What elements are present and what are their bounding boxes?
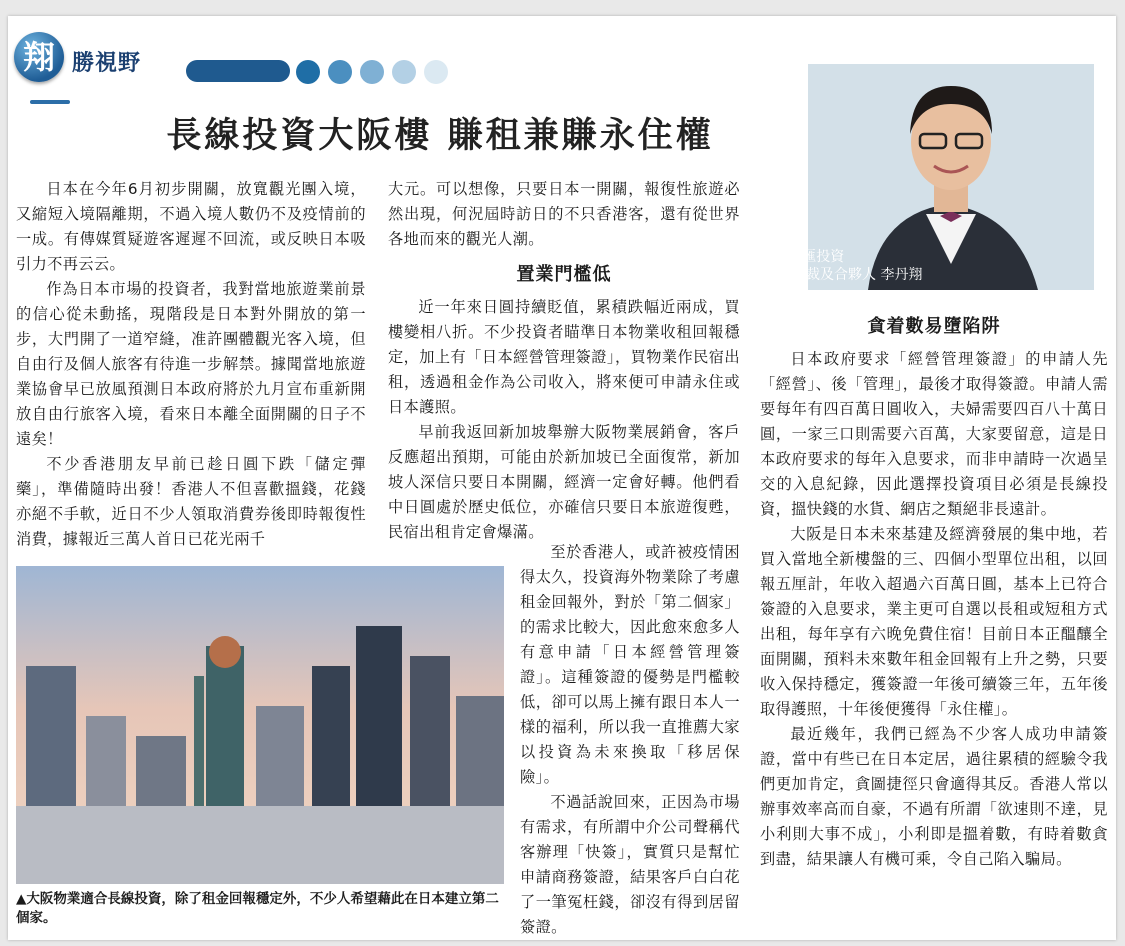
decor-dot	[424, 60, 448, 84]
decor-rule	[30, 100, 70, 104]
headline: 長線投資大阪樓 賺租兼賺永住權	[166, 116, 714, 156]
column-name: 勝視野	[72, 51, 142, 76]
paragraph: 作為日本市場的投資者，我對當地旅遊業前景的信心從未動搖，現階段是日本對外開放的第一步，大門開了一道窄縫，准許團體觀光客入境，但自由行及個人旅客有待進一步解禁。據聞當地旅遊業協會早已放風預測日本政府將於九月宣布重新開放自由行旅客入境，看來日本離全面開關的日子不遠矣！	[16, 280, 366, 448]
decor-bar	[186, 60, 290, 82]
decor-dot	[328, 60, 352, 84]
subheading-threshold: 置業門檻低	[516, 264, 612, 285]
paragraph: 近一年來日圓持續貶值，累積跌幅近兩成，買樓變相八折。不少投資者瞄準日本物業收租回報穩定，加上有「日本經營管理簽證」，買物業作民宿出租，透過租金作為公司收入，將來便可申請永住或日本護照。	[388, 298, 740, 416]
column-logo: 翔	[14, 32, 64, 82]
paragraph: 不過話說回來，正因為市場有需求，有所謂中介公司聲稱代客辦理「快簽」，實質只是幫忙申請商務簽證，結果客戶白白花了一筆冤枉錢，卻沒有得到居留簽證。	[520, 793, 740, 936]
paragraph: 不少香港朋友早前已趁日圓下跌「儲定彈藥」，準備隨時出發！香港人不但喜歡搵錢，花錢亦絕不手軟，近日不少人領取消費券後即時報復性消費，據報近三萬人首日已花光兩千	[16, 455, 366, 548]
paragraph: 早前我返回新加坡舉辦大阪物業展銷會，客戶反應超出預期，可能由於新加坡已全面復常，新加坡人深信只要日本開關，經濟一定會好轉。他們看中日圓處於歷史低位，亦確信只要日本旅遊復甦，民宿出租肯定會爆滿。	[388, 423, 740, 541]
paragraph: 大阪是日本未來基建及經濟發展的集中地，若買入當地全新樓盤的三、四個小型單位出租，以回報五厘計，年收入超過六百萬日圓，基本上已符合簽證的入息要求，業主更可自選以長租或短租方式出租，每年享有六晚免費住宿！目前日本正醞釀全面開關，預料未來數年租金回報有上升之勢，只要收入保持穩定，獲簽證一年後可續簽三年，五年後取得護照，十年後便獲得「永住權」。	[760, 525, 1108, 718]
column-3	[760, 312, 1108, 872]
paragraph: 日本政府要求「經營管理簽證」的申請人先「經營」、後「管理」，最後才取得簽證。申請人需要每年有四百萬日圓收入，夫婦需要四百八十萬日圓，一家三口則需要六百萬，大家要留意，這是日本政府要求的每年入息要求，而非申請時一次過呈交的入息紀錄，因此選擇投資項目必須是長線投資，搵快錢的水貨、網店之類絕非長遠計。	[760, 350, 1108, 518]
photo-caption: ▲大阪物業適合長線投資，除了租金回報穩定外，不少人希望藉此在日本建立第二個家。	[16, 891, 499, 926]
decor-dot	[360, 60, 384, 84]
decor-dot	[392, 60, 416, 84]
column-1	[16, 177, 366, 552]
portrait-caption	[764, 248, 922, 284]
decor-dot	[296, 60, 320, 84]
paragraph: 至於香港人，或許被疫情困得太久，投資海外物業除了考慮租金回報外，對於「第二個家」的需求比較大，因此愈來愈多人有意申請「日本經營管理簽證」。這種簽證的優勢是門檻較低，卻可以馬上擁有跟日本人一樣的福利，所以我一直推薦大家以投資為未來換取「移居保險」。	[520, 543, 740, 786]
paragraph: 日本在今年6月初步開關，放寬觀光團入境，又縮短入境隔離期，不過入境人數仍不及疫情前的一成。有傳媒質疑遊客遲遲不回流，或反映日本吸引力不再云云。	[16, 180, 366, 273]
subheading-trap: 貪着數易墮陷阱	[867, 316, 1001, 337]
paragraph: 大元。可以想像，只要日本一開關，報復性旅遊必然出現，何況屆時訪日的不只香港客，還有從世界各地而來的觀光人潮。	[388, 180, 740, 248]
paragraph: 最近幾年，我們已經為不少客人成功申請簽證，當中有些已在日本定居，過往累積的經驗令我們更加肯定，貪圖捷徑只會適得其反。香港人常以辦事效率高而自豪，不過有所謂「欲速則不達，見小利則大事不成」，小利即是搵着數，有時着數貪到盡，結果讓人有機可乘，令自己陷入騙局。	[760, 725, 1108, 868]
caption-title: 行政總裁及合夥人 李丹翔	[764, 267, 923, 283]
osaka-skyline-photo	[16, 566, 504, 884]
caption-company: FMI至匯投資	[764, 249, 845, 265]
column-2-lower	[520, 540, 740, 940]
column-2	[388, 177, 740, 545]
